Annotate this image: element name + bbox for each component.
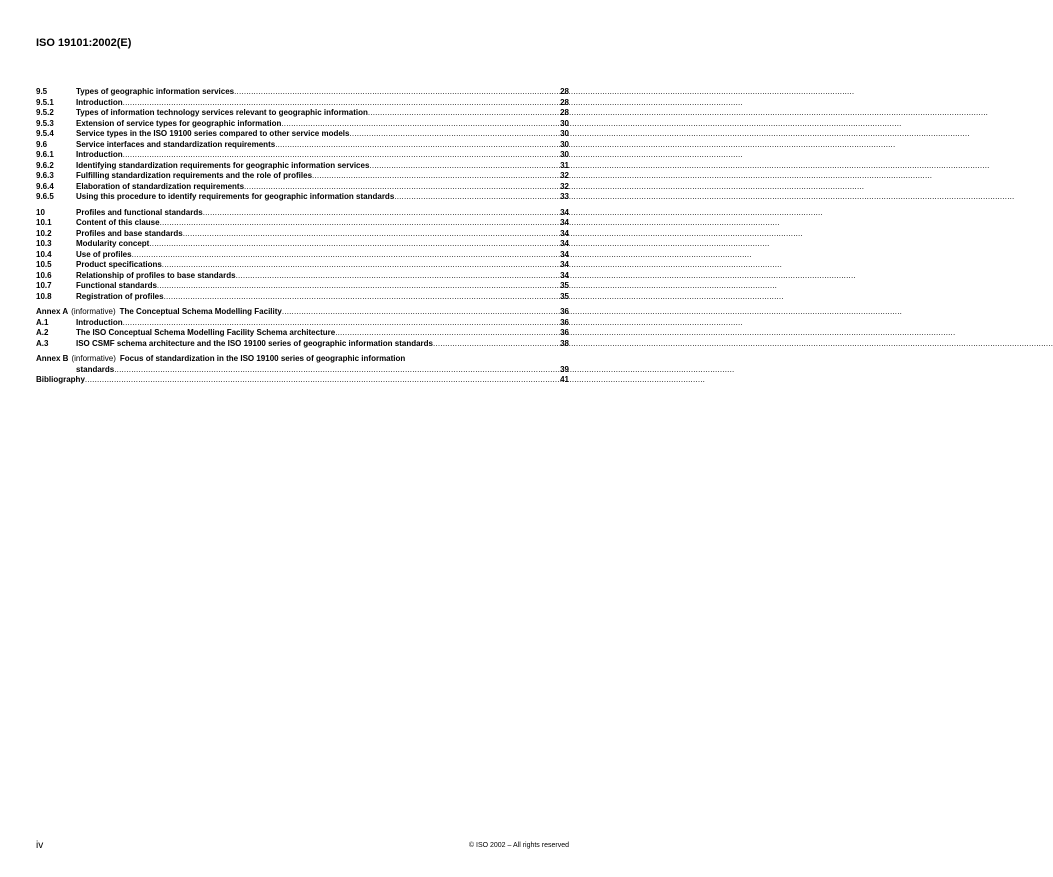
toc-entry-page: 30 xyxy=(560,150,569,159)
leader-dots xyxy=(236,271,561,282)
toc-entry-page: 30 xyxy=(560,118,569,128)
leader-dots xyxy=(183,229,560,240)
toc-entry-page: 38 xyxy=(560,338,569,348)
toc-entry-page: 33 xyxy=(560,192,569,201)
toc-annex-a[interactable] xyxy=(36,307,569,318)
toc-entry-title: Functional standards xyxy=(76,281,157,290)
toc-entry[interactable] xyxy=(36,281,569,292)
toc-entry-number: 9.6.2 xyxy=(36,160,54,170)
leader-dots xyxy=(123,318,560,329)
leader-dots xyxy=(275,140,560,151)
toc-entry-title: Registration of profiles xyxy=(76,291,164,301)
toc-entry-title: Relationship of profiles to base standards xyxy=(76,270,236,280)
toc-entry-title: Extension of service types for geographic information xyxy=(76,118,282,128)
toc-entry[interactable] xyxy=(36,271,569,282)
toc-entry-title: Modularity concept xyxy=(76,239,150,248)
leader-dots xyxy=(114,365,560,376)
toc-entry-title: ISO CSMF schema architecture and the ISO 19100 series of geographic information standards xyxy=(76,338,433,348)
copyright-notice: © ISO 2002 – All rights reserved xyxy=(468,842,569,849)
toc-entry-page: 28 xyxy=(560,108,569,117)
toc-annex-a-items xyxy=(36,318,569,350)
toc-entry[interactable] xyxy=(36,260,569,271)
toc-entry[interactable] xyxy=(36,140,569,151)
toc-entry-number: A.1 xyxy=(36,317,49,327)
annex-b-informative: (informative) xyxy=(71,354,116,363)
annex-b-page: 39 xyxy=(560,364,569,374)
toc-entry-title: Profiles and functional standards xyxy=(76,207,203,217)
toc-entry-number: 10.3 xyxy=(36,239,52,248)
toc-entry-number: A.2 xyxy=(36,328,49,337)
toc-entry-number: 10.7 xyxy=(36,281,52,290)
toc-entry-title: Service types in the ISO 19100 series compared to other service models xyxy=(76,129,350,138)
annex-b-label: Annex B xyxy=(36,354,69,363)
toc-entry-title: Profiles and base standards xyxy=(76,228,183,238)
toc-entry-number: 10.5 xyxy=(36,260,52,269)
toc-entry[interactable] xyxy=(36,98,569,109)
toc-entry[interactable] xyxy=(36,161,569,172)
toc-entry-number: 10.2 xyxy=(36,228,52,238)
toc-entry-number: 9.6.4 xyxy=(36,181,54,191)
toc-entry-title: The ISO Conceptual Schema Modelling Facility Schema architecture xyxy=(76,328,336,337)
toc-entry-page: 28 xyxy=(560,87,569,96)
leader-dots xyxy=(149,239,560,250)
toc-entry-page: 34 xyxy=(560,270,569,280)
toc-entry-page: 34 xyxy=(560,207,569,217)
leader-dots xyxy=(349,129,560,140)
toc-entry-page: 35 xyxy=(560,281,569,290)
toc-entry-number: 10.6 xyxy=(36,270,52,280)
leader-dots xyxy=(281,119,560,130)
leader-dots xyxy=(164,292,561,303)
leader-dots xyxy=(234,87,560,98)
toc-entry-number: 9.5.3 xyxy=(36,118,54,128)
toc-entry[interactable] xyxy=(36,208,569,219)
leader-dots xyxy=(244,182,560,193)
leader-dots xyxy=(433,339,560,350)
leader-dots xyxy=(85,375,560,386)
toc-entry[interactable] xyxy=(36,339,569,350)
leader-dots xyxy=(123,150,560,161)
toc-entry[interactable] xyxy=(36,129,569,140)
leader-dots xyxy=(282,307,560,318)
leader-dots xyxy=(203,208,560,219)
toc-entry-page: 30 xyxy=(560,139,569,149)
toc-entry-title: Types of information technology services relevant to geographic information xyxy=(76,108,368,117)
toc-entry[interactable] xyxy=(36,171,569,182)
leader-dots xyxy=(394,192,560,203)
toc-entry-page: 28 xyxy=(560,97,569,107)
toc-entry[interactable] xyxy=(36,119,569,130)
toc-entry[interactable] xyxy=(36,182,569,193)
document-id-header: ISO 19101:2002(E) xyxy=(36,37,132,49)
annex-a-page: 36 xyxy=(560,307,569,316)
toc-entry[interactable] xyxy=(36,87,569,98)
toc-entry-title: Service interfaces and standardization requirements xyxy=(76,139,276,149)
leader-dots xyxy=(123,98,560,109)
toc-annex-b-continued[interactable] xyxy=(36,365,569,376)
toc-entry-title: Introduction xyxy=(76,317,123,327)
toc-entry-page: 34 xyxy=(560,249,569,259)
toc-entry-title: Types of geographic information services xyxy=(76,87,235,96)
toc-entry-title: Introduction xyxy=(76,97,123,107)
toc-entry-number: 10.8 xyxy=(36,291,52,301)
toc-entry[interactable] xyxy=(36,192,569,203)
leader-dots xyxy=(160,218,561,229)
toc-entry[interactable] xyxy=(36,229,569,240)
toc-entry[interactable] xyxy=(36,318,569,329)
toc-entry[interactable] xyxy=(36,218,569,229)
table-of-contents xyxy=(36,87,569,386)
page-number: iv xyxy=(36,840,44,851)
leader-dots xyxy=(132,250,561,261)
toc-entry[interactable] xyxy=(36,108,569,119)
toc-entry-page: 34 xyxy=(560,260,569,269)
toc-entry-title: Fulfilling standardization requirements and the role of profiles xyxy=(76,171,313,180)
annex-a-title: The Conceptual Schema Modelling Facility xyxy=(119,307,282,316)
toc-group-9 xyxy=(36,87,569,203)
leader-dots xyxy=(312,171,560,182)
toc-entry-title: Elaboration of standardization requirements xyxy=(76,181,245,191)
toc-entry-number: 10.4 xyxy=(36,249,52,259)
leader-dots xyxy=(157,281,560,292)
toc-entry-title: Content of this clause xyxy=(76,218,160,227)
leader-dots xyxy=(162,260,560,271)
toc-entry-number: 9.6.5 xyxy=(36,192,54,201)
toc-entry-number: 9.5.1 xyxy=(36,97,54,107)
toc-entry-page: 34 xyxy=(560,218,569,227)
toc-entry-page: 34 xyxy=(560,239,569,248)
leader-dots xyxy=(369,161,560,172)
toc-entry-title: Product specifications xyxy=(76,260,162,269)
bibliography-title: Bibliography xyxy=(36,375,85,384)
toc-entry-page: 32 xyxy=(560,171,569,180)
toc-entry-number: 9.5.2 xyxy=(36,108,54,117)
toc-entry-number: 9.6 xyxy=(36,139,48,149)
toc-entry[interactable] xyxy=(36,150,569,161)
toc-entry-page: 35 xyxy=(560,291,569,301)
toc-entry-page: 32 xyxy=(560,181,569,191)
toc-entry[interactable] xyxy=(36,292,569,303)
toc-entry-title: Identifying standardization requirements for geographic information services xyxy=(76,160,370,170)
toc-entry-title: Use of profiles xyxy=(76,249,132,259)
toc-entry-page: 36 xyxy=(560,317,569,327)
toc-entry-number: 9.6.3 xyxy=(36,171,54,180)
annex-b-title-line1: Focus of standardization in the ISO 19100 series of geographic information xyxy=(119,354,406,363)
toc-group-10 xyxy=(36,208,569,303)
toc-entry-title: Using this procedure to identify requirements for geographic information standards xyxy=(76,192,395,201)
toc-entry-page: 36 xyxy=(560,328,569,337)
toc-entry[interactable] xyxy=(36,250,569,261)
leader-dots xyxy=(335,328,560,339)
toc-entry-number: 10.1 xyxy=(36,218,52,227)
toc-entry[interactable] xyxy=(36,239,569,250)
toc-entry-title: Introduction xyxy=(76,150,123,159)
toc-entry-number: 9.5 xyxy=(36,87,48,96)
toc-annex-b[interactable] xyxy=(36,354,569,365)
toc-entry-page: 30 xyxy=(560,129,569,138)
toc-entry-number: 10 xyxy=(36,207,45,217)
toc-entry[interactable] xyxy=(36,328,569,339)
bibliography-page: 41 xyxy=(560,375,569,384)
toc-entry-page: 34 xyxy=(560,228,569,238)
annex-a-informative: (informative) xyxy=(71,307,116,316)
toc-bibliography[interactable] xyxy=(36,375,569,386)
toc-entry-number: 9.6.1 xyxy=(36,150,54,159)
leader-dots xyxy=(368,108,560,119)
toc-entry-number: A.3 xyxy=(36,338,49,348)
annex-a-label: Annex A xyxy=(36,307,69,316)
annex-b-title-line2: standards xyxy=(76,364,115,374)
toc-entry-page: 31 xyxy=(560,160,569,170)
toc-entry-number: 9.5.4 xyxy=(36,129,54,138)
